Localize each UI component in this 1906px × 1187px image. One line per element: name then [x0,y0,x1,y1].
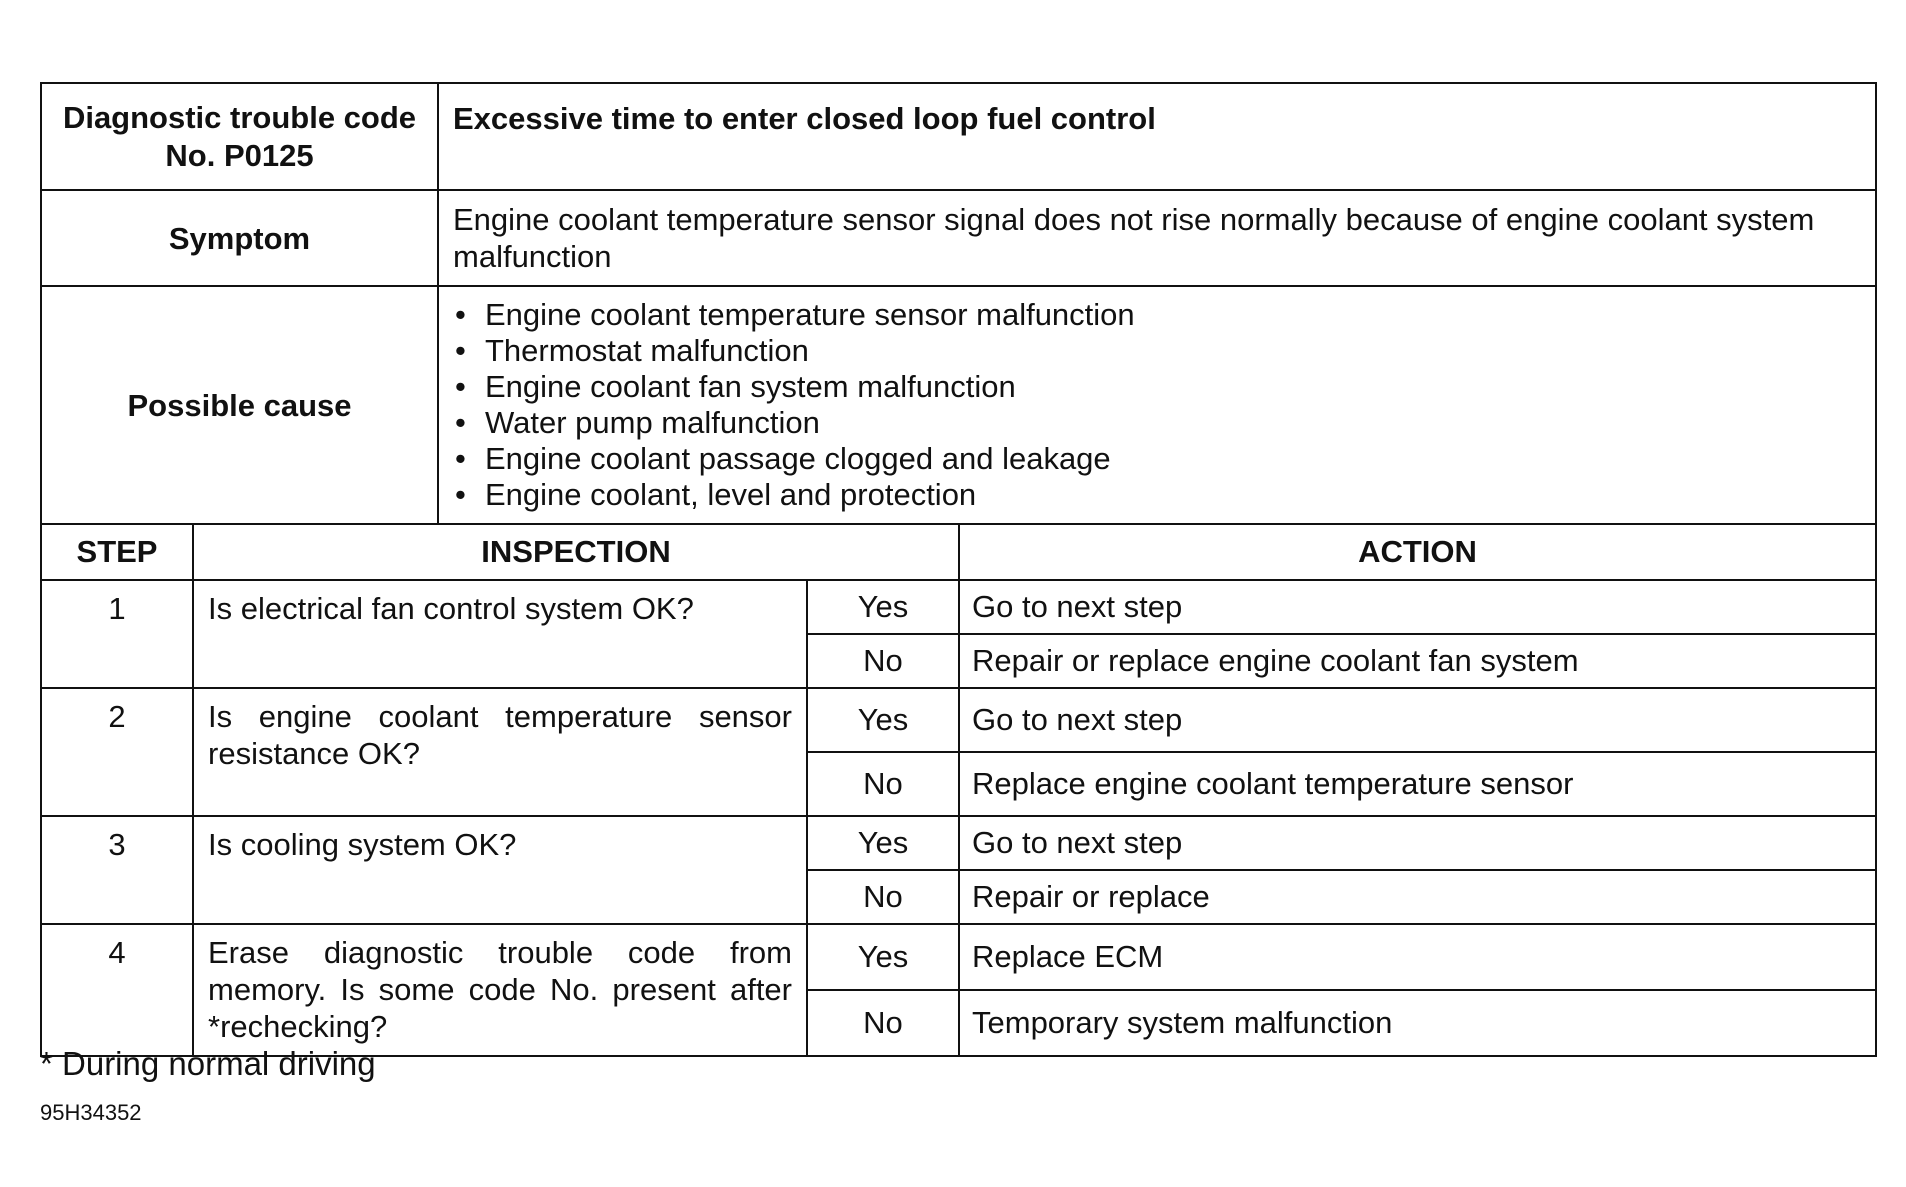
step-row [41,580,1876,634]
column-header-inspection: INSPECTION [193,525,959,580]
column-header-action: ACTION [959,525,1876,580]
step-number: 2 [41,688,193,816]
cause-item: • Water pump malfunction [453,405,1861,441]
possible-cause-cell [438,286,1876,524]
step-row [41,688,1876,752]
dtc-header-table [40,82,1877,525]
possible-cause-row [41,286,1876,524]
action-no: Repair or replace [959,870,1876,924]
inspection-steps-table [40,525,1877,1057]
step-row [41,816,1876,870]
action-yes: Go to next step [959,816,1876,870]
action-no: Replace engine coolant temperature sensor [959,752,1876,816]
step-number: 4 [41,924,193,1056]
answer-no: No [807,990,959,1056]
answer-yes: Yes [807,688,959,752]
column-header-step: STEP [41,525,193,580]
action-yes: Go to next step [959,580,1876,634]
dtc-title: Excessive time to enter closed loop fuel control [438,83,1876,190]
inspection-question: Is engine coolant temperature sensor resistance OK? [193,688,807,816]
action-no: Repair or replace engine coolant fan system [959,634,1876,688]
action-yes: Go to next step [959,688,1876,752]
possible-cause-list [453,297,1861,513]
answer-yes: Yes [807,924,959,990]
cause-item: • Engine coolant, level and protection [453,477,1861,513]
step-number: 3 [41,816,193,924]
action-yes: Replace ECM [959,924,1876,990]
answer-no: No [807,634,959,688]
symptom-label: Symptom [41,190,438,286]
inspection-question: Is cooling system OK? [193,816,807,924]
step-number: 1 [41,580,193,688]
footnote: * During normal driving [40,1045,376,1082]
cause-item: • Engine coolant temperature sensor malfunction [453,297,1861,333]
cause-item: • Engine coolant passage clogged and leakage [453,441,1861,477]
column-header-row [41,525,1876,580]
dtc-row [41,83,1876,190]
inspection-question: Is electrical fan control system OK? [193,580,807,688]
action-no: Temporary system malfunction [959,990,1876,1056]
symptom-text: Engine coolant temperature sensor signal does not rise normally because of engine coolant system malfunction [438,190,1876,286]
possible-cause-label: Possible cause [41,286,438,524]
cause-item: • Engine coolant fan system malfunction [453,369,1861,405]
answer-no: No [807,752,959,816]
inspection-question: Erase diagnostic trouble code from memory. Is some code No. present after *rechecking? [193,924,807,1056]
diagnostic-document [40,82,1875,1057]
answer-no: No [807,870,959,924]
step-row [41,924,1876,990]
cause-item: • Thermostat malfunction [453,333,1861,369]
answer-yes: Yes [807,816,959,870]
dtc-label: Diagnostic trouble code No. P0125 [41,83,438,190]
figure-code: 95H34352 [40,1100,142,1125]
answer-yes: Yes [807,580,959,634]
symptom-row [41,190,1876,286]
